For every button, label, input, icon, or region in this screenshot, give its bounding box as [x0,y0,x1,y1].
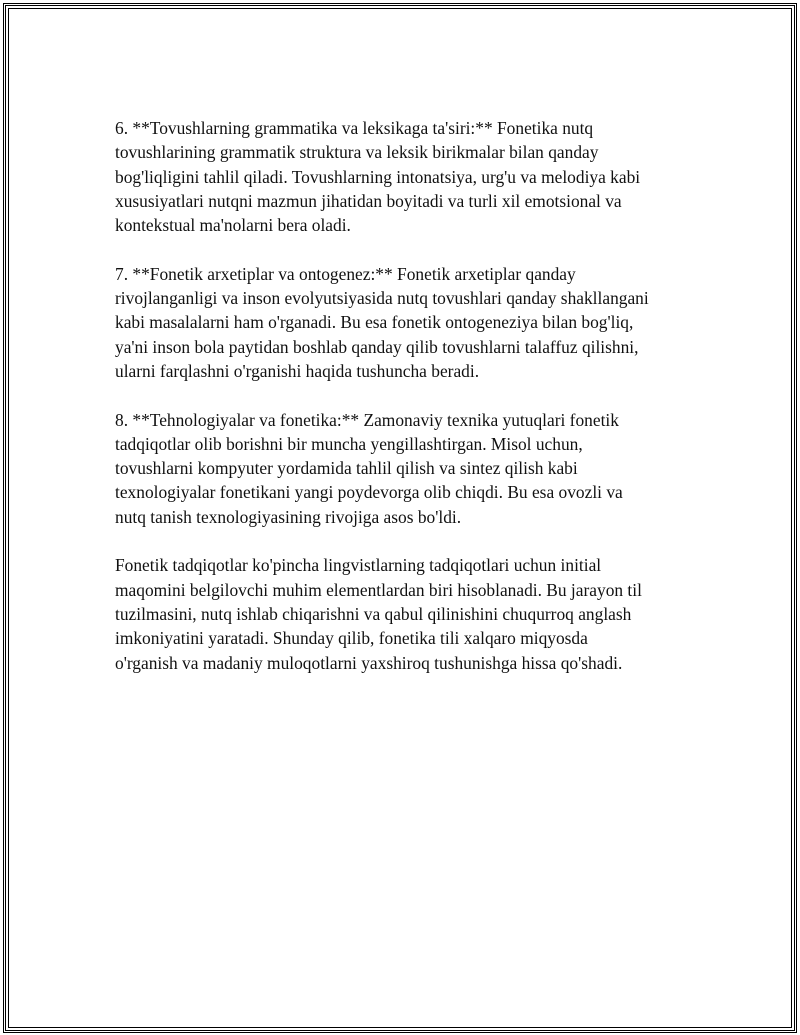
text-line: rivojlanganligi va inson evolyutsiyasida nutq tovushlari qanday shakllangani [115,288,649,309]
text-line: imkoniyatini yaratadi. Shunday qilib, fonetika tili xalqaro miqyosda [115,628,588,649]
text-line: bog'liqligini tahlil qiladi. Tovushlarning intonatsiya, urg'u va melodiya kabi [115,166,641,187]
paragraph-tovushlar-grammatika [115,116,695,237]
text-line: nutq tanish texnologiyasining rivojiga asos bo'ldi. [115,506,462,527]
text-line: texnologiyalar fonetikani yangi poydevorga olib chiqdi. Bu esa ovozli va [115,482,623,503]
text-line: tovushlarni kompyuter yordamida tahlil qilish va sintez qilish kabi [115,458,578,479]
text-line: maqomini belgilovchi muhim elementlardan biri hisoblanadi. Bu jarayon til [115,579,642,600]
text-line: 7. **Fonetik arxetiplar va ontogenez:** Fonetik arxetiplar qanday [115,263,576,284]
text-line: 8. **Tehnologiyalar va fonetika:** Zamonaviy texnika yutuqlari fonetik [115,409,619,430]
text-line: Fonetik tadqiqotlar ko'pincha lingvistlarning tadqiqotlari uchun initial [115,555,602,576]
text-line: kabi masalalarni ham o'rganadi. Bu esa fonetik ontogeneziya bilan bog'liq, [115,312,634,333]
paragraph-fonetik-arxetiplar [115,262,695,383]
text-line: kontekstual ma'nolarni bera oladi. [115,215,351,236]
text-line: tovushlarining grammatik struktura va leksik birikmalar bilan qanday [115,142,599,163]
text-line: xususiyatlari nutqni mazmun jihatidan boyitadi va turli xil emotsional va [115,190,622,211]
text-line: 6. **Tovushlarning grammatika va leksikaga ta'siri:** Fonetika nutq [115,118,594,138]
document-body [115,116,695,699]
paragraph-tehnologiyalar [115,408,695,529]
text-line: ularni farqlashni o'rganishi haqida tushuncha beradi. [115,360,480,381]
text-line: tadqiqotlar olib borishni bir muncha yengillashtirgan. Misol uchun, [115,433,583,454]
text-line: tuzilmasini, nutq ishlab chiqarishni va qabul qilinishini chuqurroq anglash [115,603,632,624]
text-line: o'rganish va madaniy muloqotlarni yaxshiroq tushunishga hissa qo'shadi. [115,652,623,673]
text-line: ya'ni inson bola paytidan boshlab qanday qilib tovushlarni talaffuz qilishni, [115,336,639,357]
paragraph-xulosa [115,553,695,674]
